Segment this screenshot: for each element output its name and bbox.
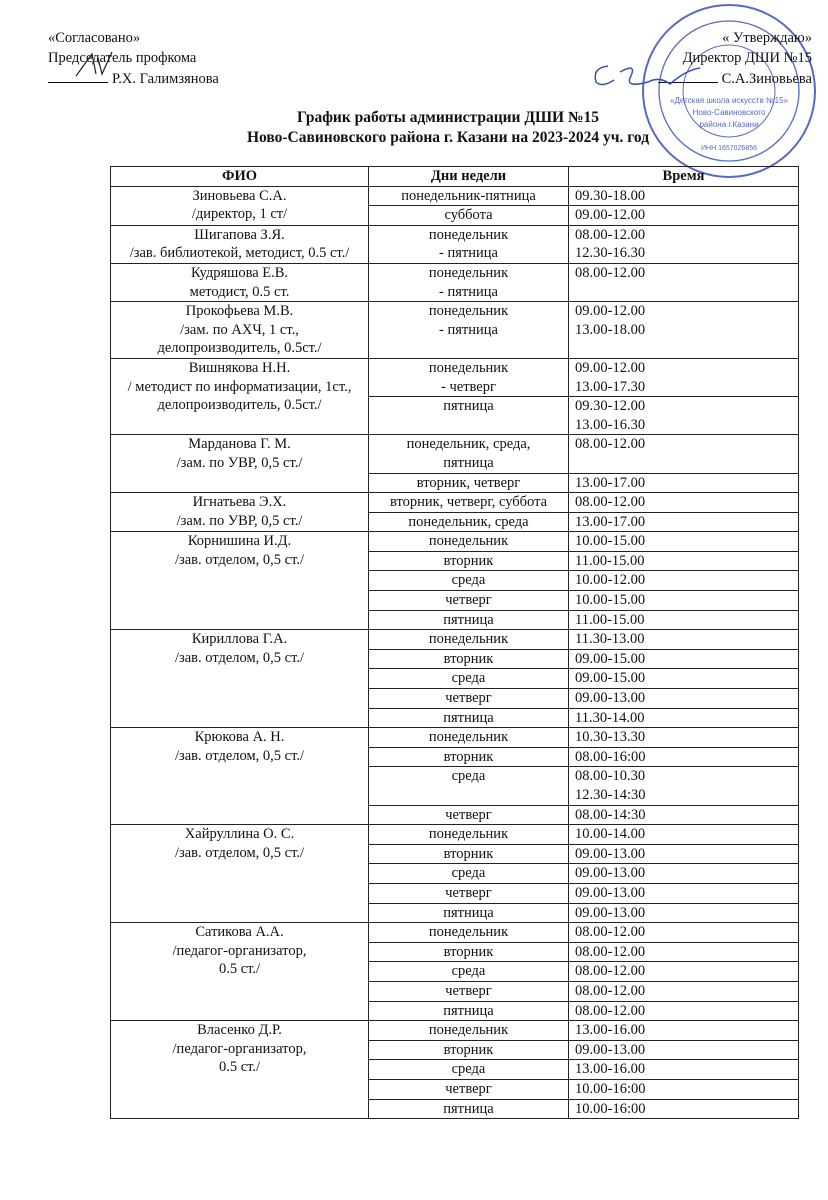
- days-cell: пятница: [369, 610, 569, 630]
- table-row: [111, 728, 799, 748]
- time-cell: 08.00-12.00 12.30-16.30: [569, 225, 799, 263]
- days-cell: вторник: [369, 942, 569, 962]
- signature-right-icon: [590, 58, 710, 94]
- time-cell: 09.30-12.00 13.00-16.30: [569, 397, 799, 435]
- days-cell: вторник: [369, 1040, 569, 1060]
- time-cell: 11.30-13.00: [569, 630, 799, 650]
- time-cell: 08.00-12.00: [569, 493, 799, 513]
- director-name: С.А.Зиновьева: [721, 71, 812, 87]
- time-cell: 08.00-10.30 12.30-14:30: [569, 767, 799, 805]
- stamp-text: района г.Казани: [699, 120, 759, 129]
- signature-left-icon: [72, 48, 122, 80]
- time-cell: 08.00-12.00: [569, 981, 799, 1001]
- time-cell: 08.00-12.00: [569, 923, 799, 943]
- employee-name-cell: Корнишина И.Д. /зав. отделом, 0,5 ст./: [111, 532, 369, 630]
- days-cell: понедельник: [369, 532, 569, 552]
- time-cell: 09.00-13.00: [569, 883, 799, 903]
- days-cell: понедельник: [369, 1021, 569, 1041]
- time-cell: 08.00-12.00: [569, 942, 799, 962]
- time-cell: 10.00-16:00: [569, 1099, 799, 1119]
- days-cell: понедельник: [369, 728, 569, 748]
- table-row: [111, 435, 799, 473]
- time-cell: 09.00-12.00 13.00-18.00: [569, 302, 799, 359]
- days-cell: понедельник-пятница: [369, 186, 569, 206]
- employee-name-cell: Крюкова А. Н. /зав. отделом, 0,5 ст./: [111, 728, 369, 825]
- document-title: [0, 108, 828, 148]
- time-cell: 09.00-13.00: [569, 844, 799, 864]
- union-chair-title: Председатель профкома: [48, 50, 197, 66]
- time-cell: 08.00-12.00: [569, 263, 799, 301]
- director-title: Директор ДШИ №15: [682, 50, 812, 66]
- time-cell: 11.00-15.00: [569, 551, 799, 571]
- days-cell: среда: [369, 1060, 569, 1080]
- union-chair-name: Р.Х. Галимзянова: [112, 71, 219, 87]
- time-cell: 09.00-13.00: [569, 689, 799, 709]
- time-cell: 13.00-17.00: [569, 512, 799, 532]
- days-cell: четверг: [369, 591, 569, 611]
- days-cell: вторник, четверг, суббота: [369, 493, 569, 513]
- days-cell: понедельник, среда, пятница: [369, 435, 569, 473]
- days-cell: вторник, четверг: [369, 473, 569, 493]
- days-cell: вторник: [369, 649, 569, 669]
- time-cell: 10.30-13.30: [569, 728, 799, 748]
- employee-name-cell: Власенко Д.Р. /педагог-организатор, 0.5 ст./: [111, 1021, 369, 1119]
- table-row: [111, 630, 799, 650]
- employee-name-cell: Игнатьева Э.Х. /зам. по УВР, 0,5 ст./: [111, 493, 369, 532]
- time-cell: 10.00-14.00: [569, 825, 799, 845]
- days-cell: суббота: [369, 206, 569, 226]
- days-cell: среда: [369, 571, 569, 591]
- time-cell: 11.00-15.00: [569, 610, 799, 630]
- time-cell: 08.00-12.00: [569, 1001, 799, 1021]
- days-cell: среда: [369, 767, 569, 805]
- table-row: [111, 1021, 799, 1041]
- agreed-label: «Согласовано»: [48, 30, 141, 46]
- days-cell: вторник: [369, 551, 569, 571]
- employee-name-cell: Кириллова Г.А. /зав. отделом, 0,5 ст./: [111, 630, 369, 728]
- days-cell: четверг: [369, 981, 569, 1001]
- time-cell: 09.00-15.00: [569, 669, 799, 689]
- time-cell: 10.00-15.00: [569, 591, 799, 611]
- time-cell: 08.00-16:00: [569, 747, 799, 767]
- time-cell: 13.00-16.00: [569, 1060, 799, 1080]
- days-cell: среда: [369, 864, 569, 884]
- stamp-text: ИНН 1657026856: [700, 145, 758, 152]
- column-header-days: Дни недели: [369, 167, 569, 187]
- days-cell: среда: [369, 669, 569, 689]
- time-cell: 10.00-12.00: [569, 571, 799, 591]
- days-cell: пятница: [369, 1099, 569, 1119]
- days-cell: четверг: [369, 1079, 569, 1099]
- days-cell: понедельник - пятница: [369, 263, 569, 301]
- days-cell: вторник: [369, 747, 569, 767]
- table-body: [111, 186, 799, 1119]
- time-cell: 09.00-12.00 13.00-17.30: [569, 358, 799, 396]
- time-cell: 09.00-15.00: [569, 649, 799, 669]
- table-row: [111, 358, 799, 396]
- column-header-name: ФИО: [111, 167, 369, 187]
- days-cell: четверг: [369, 883, 569, 903]
- stamp-text: «Детская школа искусств №15»: [670, 96, 788, 105]
- employee-name-cell: Зиновьева С.А. /директор, 1 ст/: [111, 186, 369, 225]
- table-row: [111, 493, 799, 513]
- schedule-table: [110, 166, 799, 1119]
- table-row: [111, 263, 799, 301]
- time-cell: 09.00-13.00: [569, 903, 799, 923]
- days-cell: пятница: [369, 1001, 569, 1021]
- days-cell: понедельник - пятница: [369, 302, 569, 359]
- days-cell: пятница: [369, 903, 569, 923]
- time-cell: 08.00-12.00: [569, 435, 799, 473]
- time-cell: 09.00-13.00: [569, 1040, 799, 1060]
- table-row: [111, 923, 799, 943]
- days-cell: понедельник - четверг: [369, 358, 569, 396]
- time-cell: 10.00-16:00: [569, 1079, 799, 1099]
- days-cell: понедельник: [369, 630, 569, 650]
- title-line-1: График работы администрации ДШИ №15: [296, 109, 600, 126]
- employee-name-cell: Хайруллина О. С. /зав. отделом, 0,5 ст./: [111, 825, 369, 923]
- time-cell: 08.00-12.00: [569, 962, 799, 982]
- days-cell: среда: [369, 962, 569, 982]
- time-cell: 09.00-12.00: [569, 206, 799, 226]
- employee-name-cell: Сатикова А.А. /педагог-организатор, 0.5 ст./: [111, 923, 369, 1021]
- days-cell: пятница: [369, 397, 569, 435]
- table-row: [111, 225, 799, 263]
- days-cell: вторник: [369, 844, 569, 864]
- title-line-2: Ново-Савиновского района г. Казани на 2023-2024 уч. год: [246, 129, 650, 146]
- table-header-row: [111, 167, 799, 187]
- time-cell: 09.00-13.00: [569, 864, 799, 884]
- time-cell: 11.30-14.00: [569, 708, 799, 728]
- table-row: [111, 825, 799, 845]
- table-row: [111, 186, 799, 206]
- table-row: [111, 302, 799, 359]
- approved-label: « Утверждаю»: [722, 30, 812, 46]
- time-cell: 13.00-16.00: [569, 1021, 799, 1041]
- time-cell: 10.00-15.00: [569, 532, 799, 552]
- employee-name-cell: Вишнякова Н.Н. / методист по информатизации, 1ст., делопроизводитель, 0.5ст./: [111, 358, 369, 434]
- employee-name-cell: Кудряшова Е.В. методист, 0.5 ст.: [111, 263, 369, 301]
- employee-name-cell: Прокофьева М.В. /зам. по АХЧ, 1 ст., делопроизводитель, 0.5ст./: [111, 302, 369, 359]
- employee-name-cell: Шигапова З.Я. /зав. библиотекой, методист, 0.5 ст./: [111, 225, 369, 263]
- days-cell: понедельник - пятница: [369, 225, 569, 263]
- time-cell: 08.00-14:30: [569, 805, 799, 825]
- time-cell: 13.00-17.00: [569, 473, 799, 493]
- days-cell: пятница: [369, 708, 569, 728]
- days-cell: четверг: [369, 689, 569, 709]
- days-cell: понедельник: [369, 825, 569, 845]
- time-cell: 09.30-18.00: [569, 186, 799, 206]
- employee-name-cell: Марданова Г. М. /зам. по УВР, 0,5 ст./: [111, 435, 369, 493]
- table-row: [111, 532, 799, 552]
- days-cell: понедельник: [369, 923, 569, 943]
- days-cell: четверг: [369, 805, 569, 825]
- days-cell: понедельник, среда: [369, 512, 569, 532]
- stamp-text: Ново-Савиновского: [692, 108, 766, 117]
- column-header-time: Время: [569, 167, 799, 187]
